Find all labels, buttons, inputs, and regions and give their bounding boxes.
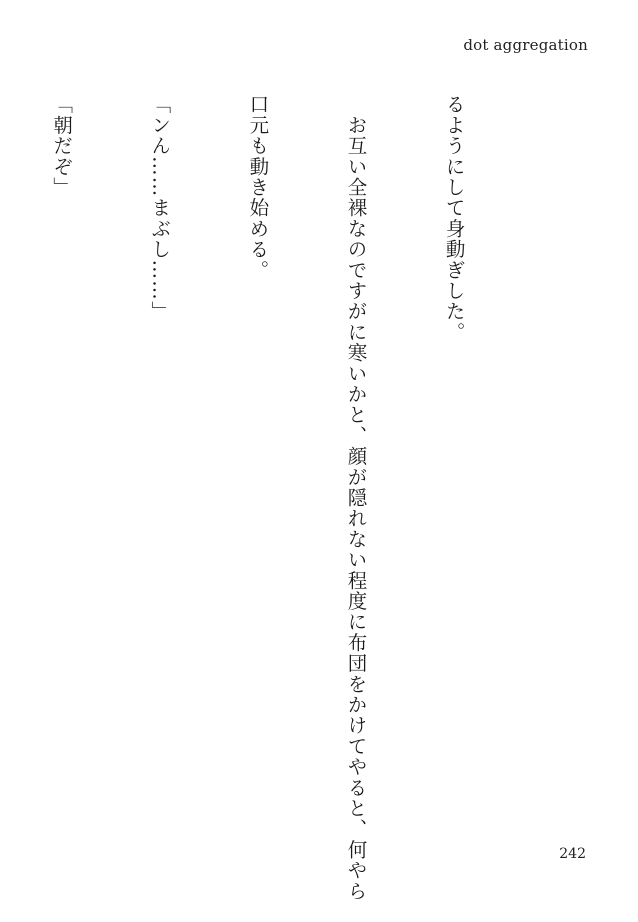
text-line: お互い全裸なのですがに寒いかと、顔が隠れない程度に布団をかけてやると、何やら: [344, 94, 368, 902]
vertical-text-body: [0, 94, 535, 902]
text-line: 口元も動き始める。: [246, 94, 270, 281]
page-number: 242: [559, 846, 586, 862]
text-line: るようにして身動ぎした。: [442, 94, 466, 343]
running-header: dot aggregation: [463, 36, 588, 54]
text-line: 「ンん……まぶし……」: [148, 94, 172, 322]
text-line: 「朝だぞ」: [50, 94, 74, 198]
